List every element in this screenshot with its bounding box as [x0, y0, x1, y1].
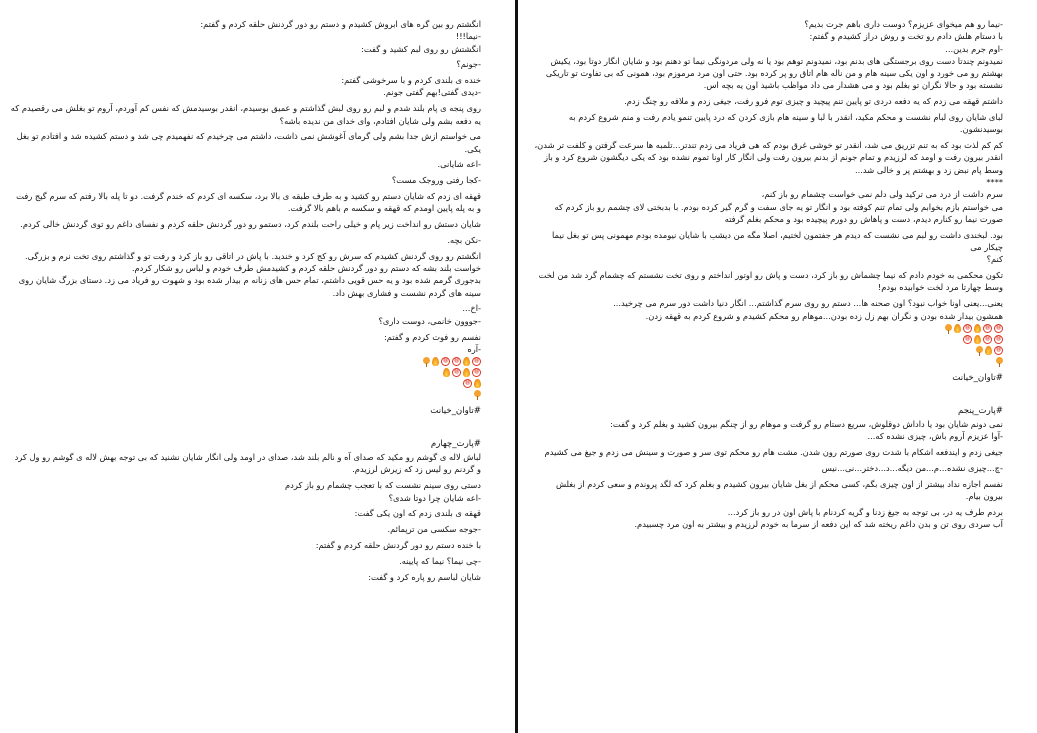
paragraph: نمی دونم شایان بود یا داداش دوقلوش، سریع دستام رو گرفت و موهام رو از چنگم بیرون کشید و بغلم کرد و گفت:: [610, 418, 1003, 429]
no-eighteen-icon: ⑱: [984, 335, 990, 342]
fire-icon: [474, 379, 481, 388]
hashtag: #تاوان_خیانت: [430, 406, 481, 417]
text-line: -چ...چیزی نشده...م...من دیگه...د...دختر...نی...نیس: [821, 462, 1003, 473]
text-line: با دستام هلش دادم رو تخت و روش دراز کشیدم و گفتم:: [809, 31, 1003, 42]
paragraph: بود. لبخندی داشت رو لبم می نشست که دیدم هر جفتمون لختیم، اصلا مگه من دیشب با شایان نیومده بودم مهمونی پس تو بغل نیما چیکار می: [552, 229, 1003, 253]
text-line: دستی روی سینم نشست که با تعجب چشمام رو باز کردم: [285, 480, 481, 491]
pin-icon: [996, 357, 1003, 367]
text-line: با خنده دستم رو دور گردنش حلقه کردم و گفتم:: [315, 539, 481, 550]
fire-icon: [432, 357, 439, 366]
text-line: انگشتش رو روی لبم کشید و گفت:: [361, 43, 481, 54]
fire-icon: [954, 324, 961, 333]
no-eighteen-icon: ⑱: [995, 335, 1001, 342]
paragraph: کم کم لذت بود که به تنم تزریق می شد، انقدر تو خوشی غرق بودم که هی فریاد می زدم تندتر...تلمبه ها سرعت گرفتن و کلفت تر شدن، انقدر بیرون رفت و اومد که لرزیدم و تمام جونم از بدنم بیرون رفت ولی انگار کار اونا تموم نشده بود که یکی دیگشون شروع کرد و باز وسط پام نبض زد و بهشتم پر و خالی شد...: [534, 140, 1003, 175]
no-eighteen-icon: ⑱: [984, 324, 990, 331]
text-line: -نکن بچه.: [447, 234, 481, 245]
paragraph: انگشتم رو روی گردنش کشیدم که سرش رو کج کرد و خندید. با پاش در اتاقی رو باز کرد و رفت تو و گذاشتم روی تخت نرم و بزرگی. خواست بلند بشه که دستم رو دور گردنش حلقه کردم و کشیدمش طرف خودم و لباس رو شکار کردم.: [24, 250, 481, 274]
paragraph: شایان دستش رو انداخت زیر پام و خیلی راحت بلندم کرد، دستمو رو دور گردنش حلقه کردم و نفسای داغم رو توی گردنش خالی کردم.: [20, 219, 481, 230]
pin-icon: [976, 346, 983, 356]
book-spine: [515, 0, 518, 733]
paragraph: می خواستم ازش جدا بشم ولی گرمای آغوشش نمی ذاشت، داشتم می چرخیدم که نفهمیدم چی شد و دستم کشیده شد و افتادم تو بغل یکی.: [16, 131, 481, 154]
pin-icon: [423, 357, 430, 367]
pin-icon: [474, 390, 481, 400]
paragraph: لباش لاله ی گوشم رو مکید که صدای آه و نالم بلند شد، صدای در اومد ولی انگار شایان نشنید که بی توجه بهش لاله ی گوشم رو ول کرد و گردنم رو لیس زد که زیرش لرزیدم.: [14, 452, 481, 475]
paragraph: می خواستم بازم بخوابم ولی تمام تنم کوفته بود و انگار تو یه جای سفت و گرم گیر کرده بودم. با بدبختی لای چشمم رو باز کردم که صورت نیما رو کنارم دیدم، دست و پاهاش رو دورم پیچیده بود و محکم بغلم گرفته: [554, 201, 1003, 224]
text-line: -اعه شایان چرا دوتا شدی؟: [388, 492, 481, 503]
paragraph: نمیدونم چندتا دست روی برجستگی های بدنم بود، نمیدونم توهم بود یا نه ولی مردونگی نیما تو دهنم بود و شایان انگار دوتا بود، یکیش بهشتم رو می خورد و اون یکی سینه هام و من ناله هام اتاق رو پر کرده بود. حتی اون مرد مرموزم بود، همونی که بی تفاوت تو تاریکی نشسته بود و حالا نگران تو بغلم بود و می هشدار می داد مواظب باشید اون یه بچه اس.: [545, 55, 1003, 91]
text-line: -نیما رو هم میخوای عزیزم؟ دوست داری باهم جرت بدیم؟: [804, 19, 1003, 29]
text-line: -دیدی گفتی!بهم گفتی جونم.: [383, 87, 481, 98]
part-heading: #پارت_چهارم: [430, 439, 481, 450]
no-eighteen-icon: ⑱: [453, 369, 459, 376]
no-eighteen-icon: ⑱: [464, 380, 470, 387]
no-eighteen-icon: ⑱: [442, 358, 448, 365]
no-eighteen-icon: ⑱: [473, 369, 479, 376]
text-line: -جونم؟: [456, 59, 481, 70]
fire-icon: [463, 368, 470, 377]
paragraph: لبای شایان روی لبام نشست و محکم مکید، انقدر با لبا و سینه هام بازی کردن که درد پایین تنمو یادم رفت و منم شروع کردم به بوسیدنشون.: [568, 112, 1003, 135]
paragraph: سرم داشت از درد می ترکید ولی دلم نمی خواست چشمام رو باز کنم،: [761, 189, 1003, 200]
fire-icon: [974, 335, 981, 344]
right-page: [522, 0, 1037, 733]
no-eighteen-icon: ⑱: [995, 346, 1001, 353]
paragraph: کنم؟: [986, 254, 1003, 265]
fire-icon: [463, 357, 470, 366]
text-line: -کجا رفتی وروجک مست؟: [391, 175, 481, 186]
text-line: -آوا عزیزم آروم باش، چیزی نشده که...: [867, 431, 1003, 442]
fire-icon: [974, 324, 981, 333]
paragraph: جیغی زدم و ایندفعه اشکام با شدت روی صورتم رون شدن. مشت هام رو محکم توی سر و صورت و سینش می زدم و جیغ می کشیدم: [544, 446, 1003, 457]
text-line: -آره: [467, 343, 481, 354]
text-line: -نیما!!!: [455, 31, 481, 42]
no-eighteen-icon: ⑱: [964, 324, 970, 331]
text-line: شایان لباسم رو پاره کرد و گفت:: [368, 571, 481, 582]
emoji-cluster: [943, 322, 1003, 372]
paragraph: انگشتم رو بین گره های ابروش کشیدم و دستم رو دور گردنش حلقه کردم و گفتم:: [200, 19, 481, 29]
text-line: خنده ی بلندی کردم و با سرخوشی گفتم:: [341, 75, 481, 86]
scene-break: ****: [986, 177, 1003, 188]
paragraph: روی پنجه ی پام بلند شدم و لبم رو روی لبش گذاشتم و عمیق بوسیدم، انقدر بوسیدمش که نفس کم آوردم، آروم تو بغلش می رقصیدم که یه دفعه بشم ولی شایان افتادم، وای خدای من ندیده باشه؟: [10, 103, 481, 126]
no-eighteen-icon: ⑱: [473, 358, 479, 365]
text-line: -اوم جرم بدین...: [945, 43, 1003, 54]
paragraph: بدجوری گرمم شده بود و یه حس قویی داشتم، تمام حس های زنانه م بیدار شده بود و شهوت رو فریاد می زد. دستای بزرگ شایان روی سینه های گردم نشست و فشاری بهش داد.: [18, 275, 481, 298]
no-eighteen-icon: ⑱: [964, 335, 970, 342]
paragraph: یعنی...یعنی اونا خواب نبود؟ اون صحنه ها... دستم رو روی سرم گذاشتم... انگار دنیا داشت دور سرم می چرخید...: [613, 298, 1003, 309]
paragraph: تکون محکمی به خودم دادم که نیما چشماش رو باز کرد، دست و پاش رو اوتور انداختم و روی تخت نشستم که چشمام گرد شد من لخت وسط چهارتا مرد لخت خوابیده بودم!: [538, 270, 1003, 293]
text-line: -اعه شایانی.: [437, 159, 481, 170]
fire-icon: [443, 368, 450, 377]
paragraph: بردم طرف یه در، بی توجه به جیغ زدنا و گریه کردنام با پاش اون در رو باز کرد...: [727, 506, 1003, 517]
text-line: قهقه ی بلندی زدم که اون یکی گفت:: [354, 508, 481, 519]
pin-icon: [945, 324, 952, 334]
text-line: -چی نیما؟ نیما که پایینه.: [399, 555, 481, 566]
part-heading: #پارت_پنجم: [958, 405, 1003, 416]
text-line: -اخ...: [462, 303, 481, 314]
no-eighteen-icon: ⑱: [453, 358, 459, 365]
fire-icon: [985, 346, 992, 355]
no-eighteen-icon: ⑱: [995, 324, 1001, 331]
left-page: [0, 0, 513, 733]
paragraph: نفسم اجازه نداد بیشتر از اون چیزی بگم، کسی محکم از بغل شایان بیرون کشیدم و بغلم کرد که لگد پروندم و سعی کردم از بغلش بیرون بیام.: [555, 478, 1003, 501]
hashtag: #تاوان_خیانت: [952, 372, 1003, 383]
text-line: نفسم رو فوت کردم و گفتم:: [383, 331, 481, 342]
paragraph: داشتم قهقه می زدم که یه دفعه دردی تو پایین تنم پیچید و چیزی توم فرو رفت، جیغی زدم و ملافه رو چنگ زدم.: [624, 96, 1003, 107]
text-line: -جووون خانمی، دوست داری؟: [378, 315, 481, 326]
text-line: -جوجه سکسی من ترپمائم.: [387, 524, 481, 535]
emoji-cluster: [421, 355, 481, 405]
paragraph: همشون بیدار شده بودن و نگران بهم زل زده بودن...موهام رو محکم کشیدم و شروع کردم به قهقه زدن.: [645, 310, 1003, 321]
paragraph: قهقه ای زدم که شایان دستم رو کشید و به طرف طبقه ی بالا برد، سکسه ای کردم که خندم گرفت. دو تا پله بالا رفتم که سرم گیج رفت و به پله پایین اومدم که قهقه و سکسه م باهم بالا گرفت.: [16, 191, 481, 214]
paragraph: آب سردی روی تن و بدن داغم ریخته شد که این دفعه از سرما به خودم لرزیدم و بیشتر به اون مرد چسبیدم.: [634, 518, 1003, 529]
